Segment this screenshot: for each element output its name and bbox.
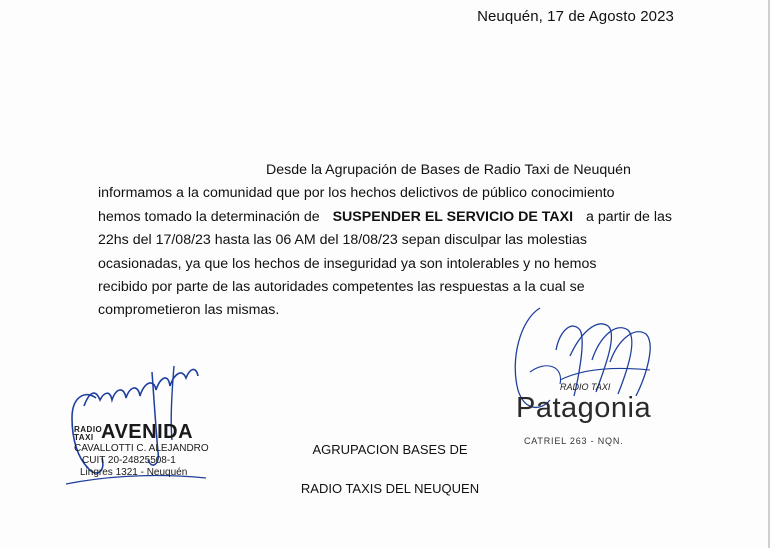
stamp-company-name: Patagonia: [516, 392, 652, 424]
stamp-company-name: AVENIDA: [101, 421, 194, 443]
suspension-notice: SUSPENDER EL SERVICIO DE TAXI: [332, 208, 574, 225]
body-line-text: hemos tomado la determinación de: [98, 208, 320, 225]
stamp-owner: CAVALLOTTI C. ALEJANDRO: [74, 443, 209, 454]
body-line: Desde la Agrupación de Bases de Radio Taxi de Neuquén: [266, 162, 631, 178]
stamp-address: CATRIEL 263 - NQN.: [524, 436, 624, 446]
stamp-radio-taxi-avenida: [56, 360, 226, 490]
body-line: [98, 206, 672, 229]
letter-body: [98, 159, 672, 323]
stamp-radio-taxi-label: RADIO TAXI: [560, 382, 611, 392]
body-line: 22hs del 17/08/23 hasta las 06 AM del 18/08/23 sepan disculpar las molestias: [98, 232, 587, 249]
body-line: [98, 182, 672, 205]
body-line-text: a partir de las: [586, 208, 672, 225]
organization-name-line1: AGRUPACION BASES DE: [312, 442, 468, 457]
body-line-text: informamos a la comunidad que por los hechos delictivos de público conocimiento: [98, 185, 615, 202]
body-line: recibido por parte de las autoridades competentes las respuestas a la cual se: [98, 279, 585, 296]
organization-name-line2: RADIO TAXIS DEL NEUQUEN: [300, 481, 480, 496]
body-line: comprometieron las mismas.: [98, 302, 280, 319]
stamp-radio-taxi-patagonia: [500, 300, 670, 460]
stamp-radio-taxi-label: RADIO TAXI: [74, 425, 103, 442]
body-line: ocasionadas, ya que los hechos de inseguridad ya son intolerables y no hemos: [98, 255, 597, 272]
date-line: Neuquén, 17 de Agosto 2023: [477, 8, 674, 25]
stamp-cuit: CUIT 20-24825508-1: [82, 455, 176, 466]
stamp-address: Lingres 1321 - Neuquén: [80, 467, 188, 478]
